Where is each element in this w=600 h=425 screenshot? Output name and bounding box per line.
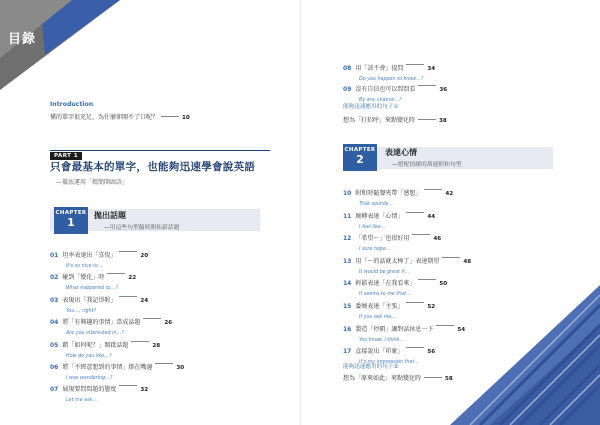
leader-line xyxy=(418,279,436,280)
entry-english: It seems to me that… xyxy=(359,292,411,298)
entry-english: It's so nice to… xyxy=(66,264,103,269)
entry-page: 56 xyxy=(427,349,436,356)
note2-label: 能夠迅速應用的句子② xyxy=(343,364,399,370)
note2-text: 想為「原來如此」來點變化時 xyxy=(343,375,422,382)
entry-title: 藉「如何呢？」開啟話題 xyxy=(62,341,129,349)
toc-entry[interactable] xyxy=(343,338,435,365)
leader-line xyxy=(119,296,137,297)
entry-number: 06 xyxy=(50,364,59,371)
note1-entry[interactable] xyxy=(343,115,447,124)
entry-number: 05 xyxy=(50,341,59,349)
toc-heading: 目錄 xyxy=(8,32,37,47)
leader-line xyxy=(424,189,442,190)
chapter1-subtitle: —用這些句型隨時開拓新話題 xyxy=(104,225,180,231)
entry-number: 01 xyxy=(50,252,59,259)
entry-page: 44 xyxy=(427,213,436,220)
chapter2-title: 表達心情 xyxy=(385,148,417,157)
entry-title: 用「～的話就太棒了」表達期望 xyxy=(355,257,440,265)
entry-english: Do you happen to know…? xyxy=(359,77,424,82)
part-tag: PART 1 xyxy=(50,152,82,160)
entry-page: 34 xyxy=(427,66,436,72)
entry-page: 28 xyxy=(152,342,161,349)
leader-line xyxy=(424,377,442,378)
toc-entry[interactable] xyxy=(343,76,447,103)
entry-english: What happened to…? xyxy=(66,286,118,292)
entry-page: 42 xyxy=(445,191,454,197)
entry-page: 36 xyxy=(439,87,448,93)
leader-line xyxy=(406,302,424,303)
leader-line xyxy=(119,385,137,386)
entry-english: It's my impression that… xyxy=(359,360,420,366)
entry-title: 將「不經意想到的事情」掛在嘴邊 xyxy=(62,364,153,371)
entry-title: 直接說出「印象」 xyxy=(355,348,404,356)
entry-english: If you ask me,… xyxy=(359,315,398,320)
entry-page: 48 xyxy=(463,258,472,265)
entry-page: 26 xyxy=(164,320,173,327)
entry-title: 碰到「變化」時 xyxy=(62,274,105,282)
intro-entry[interactable] xyxy=(50,112,190,121)
leader-line xyxy=(406,212,424,213)
note2-page: 58 xyxy=(445,376,453,382)
entry-page: 54 xyxy=(457,326,466,333)
note2-entry[interactable] xyxy=(343,373,453,382)
entry-page: 46 xyxy=(433,236,442,243)
entry-english: I was wondering…? xyxy=(66,376,113,381)
toc-entry[interactable] xyxy=(50,376,148,403)
entry-page: 22 xyxy=(128,275,137,282)
intro-label: Introduction xyxy=(50,101,94,108)
entry-number: 04 xyxy=(50,319,59,327)
entry-english: I feel like… xyxy=(359,224,386,230)
entry-title: 用「該不會」提問 xyxy=(355,65,404,72)
entry-number: 14 xyxy=(343,280,352,288)
chapter2-badge: CHAPTER 2 xyxy=(343,144,377,171)
entry-number: 08 xyxy=(343,65,352,72)
entry-title: 展現要問問題的態度 xyxy=(62,386,117,394)
entry-english: It would be great if… xyxy=(359,269,410,275)
entry-title: 製造「停頓」讓對話休息一下 xyxy=(355,325,434,333)
entry-page: 52 xyxy=(427,304,436,310)
entry-english: By any chance…? xyxy=(359,98,402,103)
note1-label: 能夠迅速應用的句子① xyxy=(343,104,399,110)
entry-page: 20 xyxy=(140,253,149,259)
entry-number: 17 xyxy=(343,348,352,356)
note1-text: 想為「打招呼」來點變化時 xyxy=(343,117,416,124)
chapter1-title: 拋出話題 xyxy=(94,211,126,220)
part-title: 只會最基本的單字，也能夠迅速學會說英語 xyxy=(50,161,256,173)
intro-page: 10 xyxy=(182,115,190,121)
entry-english: You know, I think… xyxy=(359,337,405,343)
entry-number: 09 xyxy=(343,86,352,93)
entry-number: 15 xyxy=(343,303,352,310)
part-subtitle: —徹底運用「精簡開頭語」 xyxy=(56,179,129,186)
entry-english: Are you interested in…? xyxy=(66,331,124,337)
intro-text: 懂的單字很充足，為什麼卻開不了口呢？ xyxy=(50,114,159,121)
entry-number: 13 xyxy=(343,257,352,265)
entry-title: 婉轉表達「心情」 xyxy=(355,212,404,220)
entry-title: 將「有興趣的事情」當成話題 xyxy=(62,319,141,327)
leader-line xyxy=(161,116,179,117)
leader-line xyxy=(406,347,424,348)
leader-line xyxy=(406,64,424,65)
spread-gutter xyxy=(300,0,301,425)
leader-line xyxy=(119,251,137,252)
entry-number: 11 xyxy=(343,212,352,220)
leader-line xyxy=(107,273,125,274)
leader-line xyxy=(418,119,436,120)
leader-line xyxy=(131,341,149,342)
corner-decoration-bottom-right xyxy=(410,285,600,425)
entry-title: 委婉表達「主張」 xyxy=(355,303,404,310)
entry-page: 50 xyxy=(439,281,448,288)
entry-english: How do you like…? xyxy=(66,353,112,359)
entry-title: 「希望～」也很好用 xyxy=(355,235,410,243)
entry-number: 07 xyxy=(50,386,59,394)
entry-english: I sure hope… xyxy=(359,247,391,253)
entry-page: 24 xyxy=(140,297,149,304)
leader-line xyxy=(412,234,430,235)
entry-page: 32 xyxy=(140,387,149,394)
entry-title: 輕鬆表達「在我看來」 xyxy=(355,280,416,288)
entry-number: 02 xyxy=(50,274,59,282)
chapter1-badge: CHAPTER 1 xyxy=(54,207,88,234)
leader-line xyxy=(143,318,161,319)
entry-title: 沒有自信也可以問問看 xyxy=(355,86,416,93)
entry-number: 12 xyxy=(343,235,352,243)
leader-line xyxy=(442,257,460,258)
chapter2-subtitle: —搭配情緒的萬能附和句型 xyxy=(392,162,462,168)
entry-page: 30 xyxy=(176,365,185,371)
entry-number: 10 xyxy=(343,190,352,197)
entry-english: That sounds… xyxy=(359,202,394,207)
leader-line xyxy=(436,325,454,326)
leader-line xyxy=(155,363,173,364)
entry-number: 03 xyxy=(50,296,59,304)
entry-number: 16 xyxy=(343,325,352,333)
entry-english: Let me ask… xyxy=(66,398,98,404)
entry-title: 坦率表達出「喜悅」 xyxy=(62,252,117,259)
part-divider xyxy=(50,150,270,151)
entry-title: 附和時隨聲夾帶「感想」 xyxy=(355,190,422,197)
leader-line xyxy=(418,85,436,86)
entry-title: 表現出「我記得喔」 xyxy=(62,296,117,304)
note1-page: 38 xyxy=(439,118,447,124)
entry-english: You…, right? xyxy=(66,308,97,314)
